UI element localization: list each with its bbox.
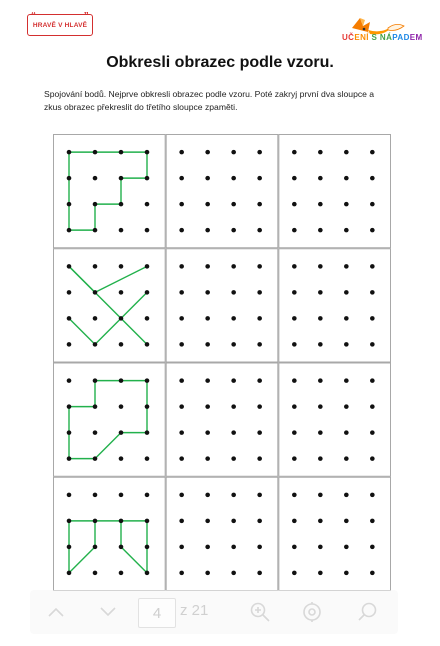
grid-dot <box>292 316 297 321</box>
grid-dot <box>205 316 210 321</box>
grid-dot <box>231 430 236 435</box>
zoom-out-button[interactable] <box>292 590 332 634</box>
grid-dot <box>370 316 375 321</box>
grid-dot <box>370 519 375 524</box>
grid-dot <box>344 150 349 155</box>
grid-dot <box>344 316 349 321</box>
grid-dot <box>344 456 349 461</box>
search-icon <box>357 601 379 623</box>
grid-dot <box>318 571 323 576</box>
grid-dot <box>119 342 124 347</box>
grid-dot <box>257 290 262 295</box>
grid-dot <box>344 430 349 435</box>
grid-dot <box>145 342 150 347</box>
grid-dot <box>205 342 210 347</box>
grid-dot <box>119 571 124 576</box>
grid-dot <box>145 430 150 435</box>
grid-dot <box>205 430 210 435</box>
chevron-down-icon <box>99 606 117 618</box>
grid-dot <box>145 316 150 321</box>
grid-dot <box>119 519 124 524</box>
grid-dot <box>370 456 375 461</box>
grid-dot <box>231 404 236 409</box>
grid-dot <box>231 493 236 498</box>
grid-dot <box>93 545 98 550</box>
grid-dot <box>145 545 150 550</box>
grid-dot <box>292 264 297 269</box>
grid-dot <box>318 202 323 207</box>
grid-dot <box>119 290 124 295</box>
grid-dot <box>93 150 98 155</box>
grid-dot <box>93 404 98 409</box>
zoom-in-icon <box>249 601 271 623</box>
hrave-v-hlave-stamp <box>27 11 93 36</box>
grid-dot <box>257 202 262 207</box>
grid-dot <box>231 519 236 524</box>
grid-dot <box>93 378 98 383</box>
grid-dot <box>179 545 184 550</box>
grid-dot <box>119 202 124 207</box>
grid-dot <box>145 150 150 155</box>
grid-dot <box>145 228 150 233</box>
grid-dot <box>179 404 184 409</box>
grid-dot <box>179 228 184 233</box>
grid-dot <box>179 202 184 207</box>
dot-grid-table <box>53 134 391 591</box>
grid-dot <box>231 316 236 321</box>
grid-dot <box>205 228 210 233</box>
grid-dot <box>292 404 297 409</box>
grid-dot <box>257 342 262 347</box>
grid-dot <box>119 264 124 269</box>
grid-dot <box>179 430 184 435</box>
grid-dot <box>145 571 150 576</box>
grid-dot <box>145 404 150 409</box>
zoom-in-button[interactable] <box>240 590 280 634</box>
grid-dot <box>344 264 349 269</box>
grid-dot <box>179 264 184 269</box>
grid-dot <box>292 519 297 524</box>
grid-dot <box>318 519 323 524</box>
grid-dot <box>205 176 210 181</box>
zoom-out-icon <box>301 601 323 623</box>
grid-dot <box>257 571 262 576</box>
grid-dot <box>344 519 349 524</box>
grid-dot <box>344 378 349 383</box>
grid-dot <box>344 545 349 550</box>
grid-dot <box>67 342 72 347</box>
grid-dot <box>67 456 72 461</box>
grid-dot <box>318 176 323 181</box>
grid-dot <box>231 456 236 461</box>
grid-dot <box>93 493 98 498</box>
grid-dot <box>205 571 210 576</box>
grid-dot <box>67 430 72 435</box>
grid-dot <box>67 316 72 321</box>
grid-dot <box>145 202 150 207</box>
grid-dot <box>370 202 375 207</box>
grid-dot <box>370 378 375 383</box>
grid-dot <box>344 228 349 233</box>
grid-dot <box>119 430 124 435</box>
grid-dot <box>231 202 236 207</box>
grid-dot <box>93 519 98 524</box>
grid-dot <box>145 290 150 295</box>
grid-dot <box>67 228 72 233</box>
grid-dot <box>119 493 124 498</box>
grid-dot <box>370 264 375 269</box>
stamp-label: HRAVĚ V HLAVĚ <box>32 21 88 29</box>
grid-dot <box>257 150 262 155</box>
grid-dot <box>119 176 124 181</box>
grid-dot <box>318 290 323 295</box>
grid-dot <box>179 571 184 576</box>
grid-dot <box>292 176 297 181</box>
grid-dot <box>119 404 124 409</box>
grid-dot <box>292 493 297 498</box>
grid-dot <box>205 404 210 409</box>
grid-dot <box>179 378 184 383</box>
uceni-s-napadem-logo-text: UČENÍ S NÁPADEM <box>342 33 423 42</box>
grid-dot <box>318 316 323 321</box>
grid-dot <box>318 430 323 435</box>
grid-dot <box>344 176 349 181</box>
grid-dot <box>179 316 184 321</box>
grid-dot <box>145 519 150 524</box>
grid-dot <box>205 456 210 461</box>
grid-dot <box>93 290 98 295</box>
grid-dot <box>370 228 375 233</box>
grid-dot <box>257 264 262 269</box>
grid-dot <box>179 493 184 498</box>
grid-dot <box>67 493 72 498</box>
grid-dot <box>292 290 297 295</box>
grid-dot <box>93 176 98 181</box>
grid-dot <box>119 378 124 383</box>
grid-dot <box>205 519 210 524</box>
grid-dot <box>344 342 349 347</box>
grid-dot <box>231 150 236 155</box>
grid-dot <box>257 316 262 321</box>
grid-dot <box>93 571 98 576</box>
grid-dot <box>318 404 323 409</box>
grid-dot <box>67 545 72 550</box>
grid-dot <box>179 176 184 181</box>
grid-dot <box>318 378 323 383</box>
grid-dot <box>231 290 236 295</box>
grid-dot <box>205 202 210 207</box>
grid-dot <box>257 493 262 498</box>
dot-grid-drawing <box>53 134 391 591</box>
grid-dot <box>231 545 236 550</box>
grid-dot <box>93 228 98 233</box>
grid-dot <box>145 456 150 461</box>
grid-dot <box>257 456 262 461</box>
grid-dot <box>344 493 349 498</box>
grid-dot <box>370 290 375 295</box>
grid-dot <box>318 228 323 233</box>
quote-close-icon: ” <box>83 11 89 22</box>
grid-dot <box>292 150 297 155</box>
grid-dot <box>119 316 124 321</box>
next-page-button[interactable] <box>88 590 128 634</box>
grid-dot <box>67 519 72 524</box>
grid-dot <box>318 264 323 269</box>
grid-dot <box>231 342 236 347</box>
grid-dot <box>257 519 262 524</box>
grid-dot <box>205 150 210 155</box>
grid-dot <box>292 202 297 207</box>
grid-dot <box>119 545 124 550</box>
grid-dot <box>370 404 375 409</box>
grid-dot <box>318 456 323 461</box>
grid-dot <box>145 493 150 498</box>
grid-dot <box>93 202 98 207</box>
grid-dot <box>344 571 349 576</box>
grid-dot <box>145 378 150 383</box>
grid-dot <box>231 264 236 269</box>
grid-dot <box>119 150 124 155</box>
grid-dot <box>257 228 262 233</box>
grid-dot <box>67 150 72 155</box>
grid-dot <box>119 228 124 233</box>
grid-dot <box>205 264 210 269</box>
grid-dot <box>93 456 98 461</box>
grid-dot <box>67 571 72 576</box>
grid-dot <box>344 202 349 207</box>
grid-dot <box>205 545 210 550</box>
grid-dot <box>179 519 184 524</box>
grid-dot <box>292 456 297 461</box>
grid-dot <box>231 571 236 576</box>
grid-dot <box>318 150 323 155</box>
grid-dot <box>231 228 236 233</box>
chevron-up-icon <box>47 606 65 618</box>
grid-dot <box>257 378 262 383</box>
grid-dot <box>292 571 297 576</box>
quote-open-icon: “ <box>31 11 37 22</box>
grid-dot <box>231 176 236 181</box>
grid-dot <box>179 150 184 155</box>
grid-dot <box>179 456 184 461</box>
grid-dot <box>145 176 150 181</box>
grid-dot <box>205 378 210 383</box>
grid-dot <box>292 430 297 435</box>
grid-dot <box>318 493 323 498</box>
grid-dot <box>205 493 210 498</box>
grid-dot <box>344 404 349 409</box>
grid-dot <box>93 264 98 269</box>
grid-dot <box>93 430 98 435</box>
grid-dot <box>179 290 184 295</box>
grid-dot <box>93 316 98 321</box>
grid-dot <box>370 150 375 155</box>
grid-dot <box>93 342 98 347</box>
grid-dot <box>257 176 262 181</box>
grid-dot <box>67 378 72 383</box>
grid-dot <box>67 176 72 181</box>
grid-dot <box>370 342 375 347</box>
grid-dot <box>370 430 375 435</box>
grid-dot <box>231 378 236 383</box>
grid-dot <box>370 493 375 498</box>
grid-dot <box>370 571 375 576</box>
previous-page-button[interactable] <box>36 590 76 634</box>
pdf-viewer-toolbar <box>30 590 398 634</box>
grid-dot <box>318 342 323 347</box>
grid-dot <box>205 290 210 295</box>
grid-dot <box>257 430 262 435</box>
grid-dot <box>257 545 262 550</box>
search-button[interactable] <box>348 590 388 634</box>
grid-dot <box>318 545 323 550</box>
page-total-label: z 21 <box>180 602 209 619</box>
grid-dot <box>119 456 124 461</box>
grid-dot <box>179 342 184 347</box>
page-number-input[interactable]: 4 <box>138 598 176 628</box>
grid-dot <box>370 545 375 550</box>
grid-dot <box>292 228 297 233</box>
grid-dot <box>344 290 349 295</box>
grid-dot <box>145 264 150 269</box>
instructions-text: Spojování bodů. Nejprve obkresli obrazec podle vzoru. Poté zakryj první dva sloupce a zkus obrazec překreslit do třetího sloupce zpaměti. <box>44 89 375 112</box>
grid-dot <box>292 378 297 383</box>
grid-dot <box>67 404 72 409</box>
grid-dot <box>292 545 297 550</box>
page-title: Obkresli obrazec podle vzoru. <box>106 54 334 71</box>
grid-dot <box>67 264 72 269</box>
grid-dot <box>370 176 375 181</box>
grid-dot <box>292 342 297 347</box>
grid-dot <box>257 404 262 409</box>
grid-dot <box>67 202 72 207</box>
grid-dot <box>67 290 72 295</box>
